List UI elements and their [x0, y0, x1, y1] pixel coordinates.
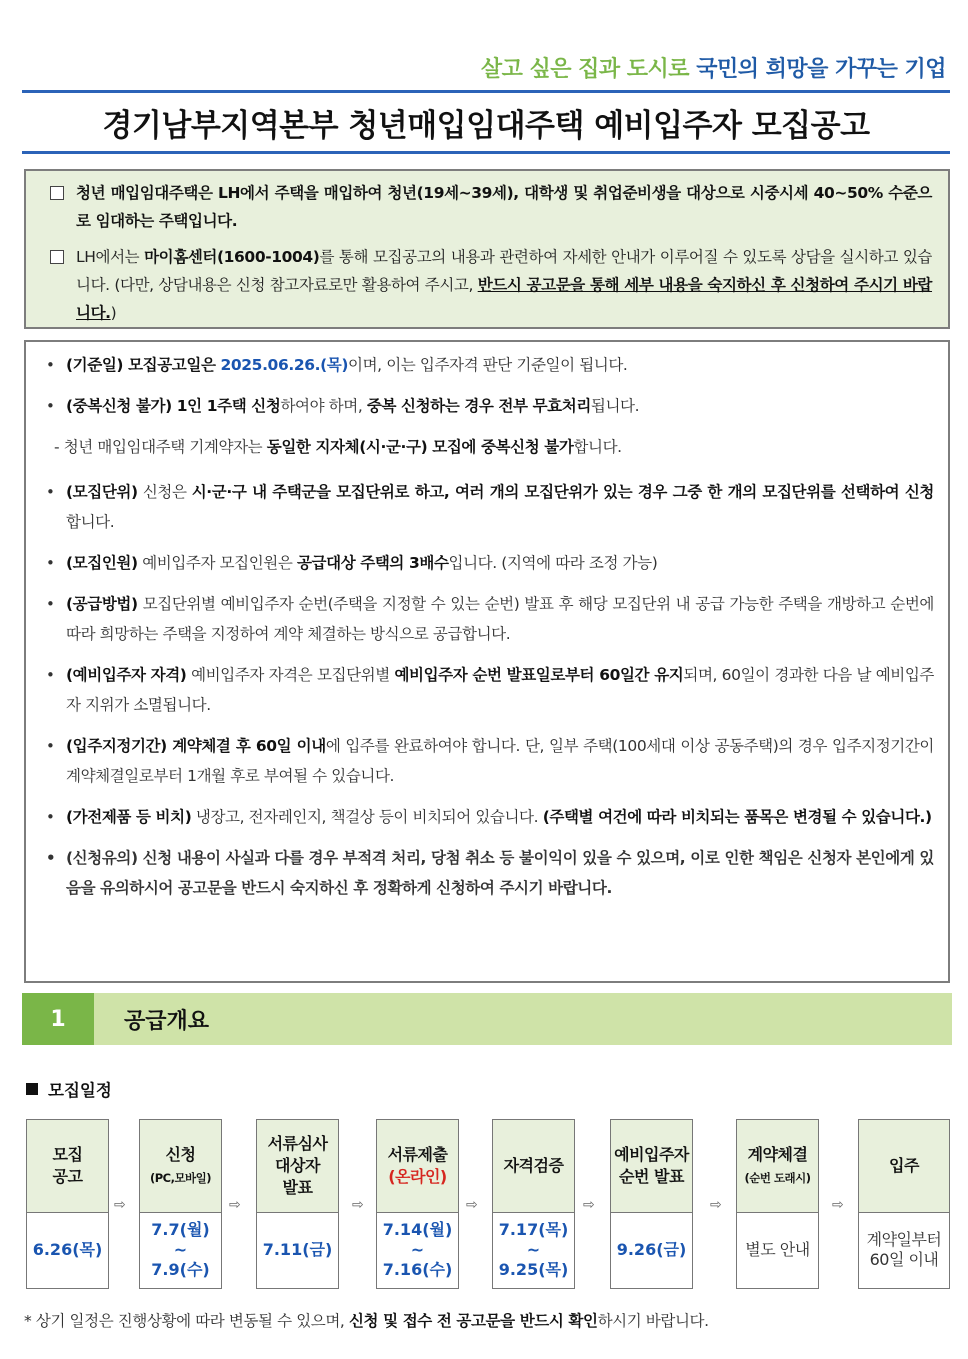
schedule-step-contract: [736, 1119, 819, 1289]
step-label-small: (PC,모바일): [149, 1170, 212, 1185]
schedule-step-verification: [492, 1119, 575, 1289]
notice-text: 공급대상 주택의 3배수: [296, 554, 449, 572]
footnote: [24, 1309, 709, 1331]
schedule-step-announcement: [26, 1119, 109, 1289]
intro-item-1-text: 청년 매입임대주택은 LH에서 주택을 매입하여 청년(19세~39세), 대학생 및 취업준비생을 대상으로 시중시세 40~50% 수준으로 임대하는 주택입니다.: [76, 184, 932, 230]
notice-text: 하여야 하며,: [280, 397, 367, 415]
myhome-center-contact: 마이홈센터(1600-1004): [144, 248, 320, 266]
intro-box: [24, 169, 950, 329]
step-date: 7.14(월): [382, 1220, 453, 1239]
arrow-right-icon: ⇨: [466, 1197, 478, 1213]
notice-text: (가전제품 등 비치): [66, 808, 192, 826]
step-date: 9.25(목): [498, 1260, 569, 1279]
step-label: 서류제출: [387, 1145, 448, 1164]
intro-item-2-text-c: 를 통해 모집공고의 내용과 관련하여 자세한 안내가 이루어질 수 있도록 상담을 실시하고 있습니다. (다만, 상담내용은 신청 참고자료로만 활용하여 주시고,: [76, 248, 932, 294]
step-label: 서류심사: [267, 1134, 328, 1153]
step-date: 7.11(금): [262, 1240, 333, 1259]
notice-text: 합니다.: [573, 438, 622, 456]
step-label: 순번 발표: [619, 1167, 684, 1186]
notice-headcount: • (모집인원) 예비입주자 모집인원은 공급대상 주택의 3배수입니다. (지역에 따라 조정 가능): [46, 554, 658, 572]
notice-duplicate-sub: [44, 432, 934, 462]
step-date: 7.7(월): [151, 1220, 210, 1239]
arrow-right-icon: ⇨: [583, 1197, 595, 1213]
notice-text: 이며, 이는 입주자격 판단 기준일이 됩니다.: [348, 356, 628, 374]
notice-text: (공급방법): [66, 595, 138, 613]
step-label: 자격검증: [503, 1156, 564, 1175]
schedule-step-doc-submit: [376, 1119, 459, 1289]
notice-appliances: • (가전제품 등 비치) 냉장고, 전자레인지, 책걸상 등이 비치되어 있습니다. (주택별 여건에 따라 비치되는 품목은 변경될 수 있습니다.): [46, 808, 932, 826]
notice-text: 신청은: [137, 483, 192, 501]
notice-text: 시·군·구 내 주택군을 모집단위로 하고, 여러 개의 모집단위가 있는 경우 그중 한 개의 모집단위를 선택하여 신청: [191, 483, 934, 501]
notice-text: 됩니다.: [590, 397, 640, 415]
intro-item-2-emphasis: 반드시 공고문을 통해 세부 내용을 숙지하신 후 신청하여 주시기 바랍니다.: [76, 276, 933, 322]
notice-text: 예비입주자 순번 발표일로부터 60일간 유지: [394, 666, 684, 684]
base-date-value: 2025.06.26.(목): [220, 356, 349, 374]
notice-text: 되며, 60일이 경과한 다음 날 예비입주자 지위가 소멸됩니다.: [66, 666, 934, 714]
notice-text: (중복신청 불가) 1인 1주택 신청: [66, 397, 281, 415]
step-label: 모집: [52, 1145, 83, 1164]
notice-text: (입주지정기간) 계약체결 후 60일 이내: [66, 737, 326, 755]
schedule-step-ranking: [610, 1119, 693, 1289]
slogan-part2: 국민의 희망을 가꾸는 기업: [696, 57, 946, 82]
step-label: 신청: [165, 1144, 196, 1164]
notice-text: (신청유의) 신청 내용이 사실과 다를 경우 부적격 처리, 당첨 취소 등 불이익이 있을 수 있으며, 이로 인한 책임은 신청자 본인에게 있음을 유의하시어 공고문을 반드시 숙지하신 후 정확하게 신청하여 주시기 바랍니다.: [66, 849, 934, 897]
step-label: 계약체결: [747, 1144, 808, 1164]
notice-text: 모집단위별 예비입주자 순번(주택을 지정할 수 있는 순번) 발표 후 해당 모집단위 내 공급 가능한 주택을 개방하고 순번에 따라 희망하는 주택을 지정하여 계약 체결하는 방식으로 공급합니다.: [66, 595, 934, 643]
footnote-emphasis: 신청 및 접수 전 공고문을 반드시 확인: [348, 1312, 598, 1330]
schedule-step-move-in: [858, 1119, 950, 1289]
step-date: 6.26(목): [32, 1240, 103, 1259]
notice-text: 동일한 지자체(시·군·구) 모집에 중복신청 불가: [266, 438, 574, 456]
step-date: 60일 이내: [869, 1250, 939, 1269]
notice-text: 에 입주를 완료하여야 합니다. 단, 일부 주택(100세대 이상 공동주택)의 경우 입주지정기간이 계약체결일로부터 1개월 후로 부여될 수 있습니다.: [66, 737, 935, 785]
step-date: 7.17(목): [498, 1220, 569, 1239]
section-number: 1: [22, 993, 94, 1045]
notice-qualification: • (예비입주자 자격) 예비입주자 자격은 모집단위별 예비입주자 순번 발표일로부터 60일간 유지되며, 60일이 경과한 다음 날 예비입주자 지위가 소멸됩니다.: [46, 666, 934, 714]
arrow-right-icon: ⇨: [832, 1197, 844, 1213]
notice-caution: • (신청유의) 신청 내용이 사실과 다를 경우 부적격 처리, 당첨 취소 등 불이익이 있을 수 있으며, 이로 인한 책임은 신청자 본인에게 있음을 유의하시어 공고문을 반드시 숙지하신 후 정확하게 신청하여 주시기 바랍니다.: [46, 849, 934, 897]
step-tilde: ~: [410, 1240, 425, 1259]
notice-move-in-period: • (입주지정기간) 계약체결 후 60일 이내에 입주를 완료하여야 합니다. 단, 일부 주택(100세대 이상 공동주택)의 경우 입주지정기간이 계약체결일로부터 1개월 후로 부여될 수 있습니다.: [46, 737, 935, 785]
notice-text: - 청년 매입임대주택 기계약자는: [54, 438, 267, 456]
notice-text: 합니다.: [66, 513, 115, 531]
arrow-right-icon: ⇨: [114, 1197, 126, 1213]
notice-text: 냉장고, 전자레인지, 책걸상 등이 비치되어 있습니다.: [191, 808, 543, 826]
step-label: 공고: [52, 1167, 83, 1186]
notice-base-date: • (기준일) 모집공고일은 2025.06.26.(목)이며, 이는 입주자격 판단 기준일이 됩니다.: [46, 356, 628, 374]
notice-text: (모집인원): [66, 554, 138, 572]
footnote-text: 하시기 바랍니다.: [597, 1312, 709, 1330]
page-title: 경기남부지역본부 청년매입임대주택 예비입주자 모집공고: [102, 107, 870, 144]
arrow-right-icon: ⇨: [710, 1197, 722, 1213]
slogan-part1: 살고 싶은 집과 도시로: [480, 57, 690, 82]
black-square-icon: [26, 1083, 38, 1095]
arrow-right-icon: ⇨: [229, 1197, 241, 1213]
intro-item-2-text-a: LH에서는: [76, 248, 145, 266]
notice-text: (주택별 여건에 따라 비치되는 품목은 변경될 수 있습니다.): [542, 808, 932, 826]
schedule-step-doc-review: [256, 1119, 339, 1289]
slogan: [481, 52, 946, 83]
notice-box: [24, 340, 950, 983]
arrow-right-icon: ⇨: [352, 1197, 364, 1213]
step-label-online: (온라인): [388, 1167, 447, 1186]
intro-item-2-text-e: ): [110, 304, 117, 322]
step-date: 9.26(금): [616, 1240, 687, 1259]
section-title: 공급개요: [124, 1008, 210, 1034]
step-label: 대상자: [275, 1156, 320, 1175]
schedule-step-application: [139, 1119, 222, 1289]
step-date: 계약일부터: [866, 1230, 942, 1249]
schedule-heading: [26, 1077, 112, 1101]
notice-text: 예비입주자 자격은 모집단위별: [186, 666, 395, 684]
intro-item-2: [50, 243, 932, 327]
step-label: 예비입주자: [614, 1145, 689, 1164]
notice-text: (기준일) 모집공고일은: [66, 356, 221, 374]
step-tilde: ~: [526, 1240, 541, 1259]
step-date: 7.16(수): [382, 1260, 453, 1279]
notice-supply-method: • (공급방법) 모집단위별 예비입주자 순번(주택을 지정할 수 있는 순번) 발표 후 해당 모집단위 내 공급 가능한 주택을 개방하고 순번에 따라 희망하는 주택을 지정하여 계약 체결하는 방식으로 공급합니다.: [46, 595, 934, 643]
checkbox-square-icon: [50, 250, 64, 264]
schedule-heading-text: 모집일정: [48, 1081, 112, 1100]
section-header: [22, 993, 952, 1045]
notice-text: 입니다. (지역에 따라 조정 가능): [448, 554, 658, 572]
step-label: 발표: [282, 1178, 313, 1197]
notice-text: (모집단위): [66, 483, 138, 501]
checkbox-square-icon: [50, 186, 64, 200]
notice-text: (예비입주자 자격): [66, 666, 187, 684]
step-label: 입주: [889, 1156, 919, 1175]
title-bar: [22, 90, 950, 154]
intro-item-1: [50, 179, 932, 235]
notice-duplicate: • (중복신청 불가) 1인 1주택 신청하여야 하며, 중복 신청하는 경우 전부 무효처리됩니다.: [46, 397, 640, 415]
step-tilde: ~: [173, 1240, 188, 1259]
notice-text: 중복 신청하는 경우 전부 무효처리: [366, 397, 591, 415]
notice-text: 예비입주자 모집인원은: [137, 554, 297, 572]
footnote-text: * 상기 일정은 진행상황에 따라 변동될 수 있으며,: [24, 1312, 349, 1330]
step-date: 7.9(수): [151, 1260, 210, 1279]
step-date: 별도 안내: [745, 1240, 810, 1259]
notice-unit: • (모집단위) 신청은 시·군·구 내 주택군을 모집단위로 하고, 여러 개의 모집단위가 있는 경우 그중 한 개의 모집단위를 선택하여 신청합니다.: [46, 483, 934, 531]
step-label-small: (순번 도래시): [744, 1170, 811, 1185]
